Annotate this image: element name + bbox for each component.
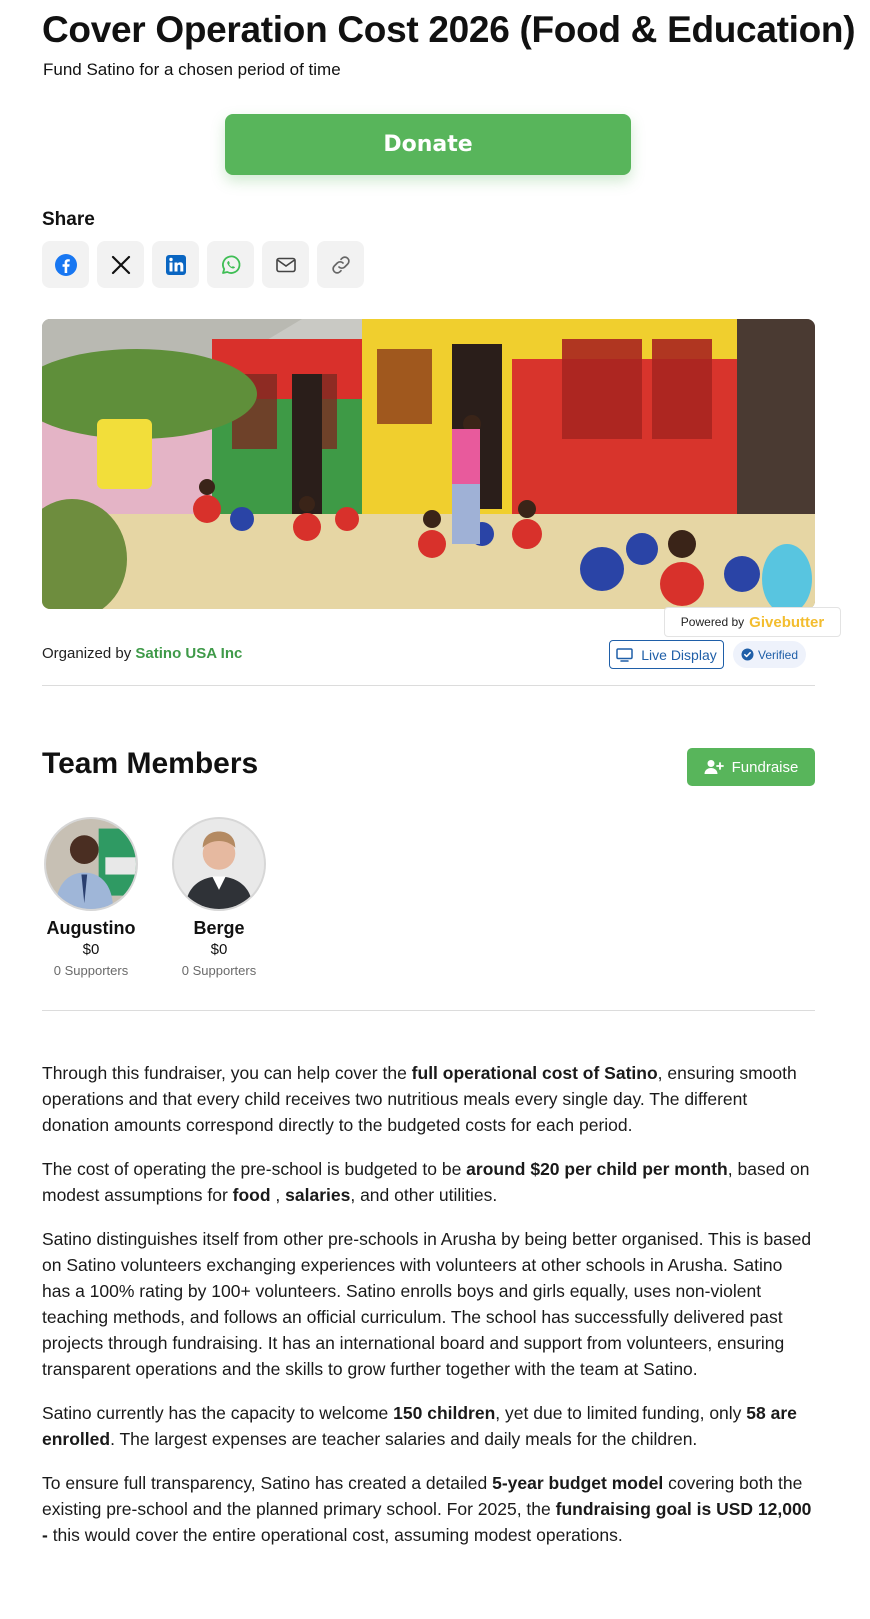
verified-badge [733,641,806,668]
team-member-card[interactable] [27,817,155,982]
campaign-cover-photo [42,319,815,609]
story-paragraph: Satino distinguishes itself from other pre-schools in Arusha by being better organised. This is based on Satino volunteers exchanging experiences with volunteers at other schools in Arusha. Satino has a 100% rating by 100+ volunteers. Satino enrolls boys and girls equally, uses non-violent teaching methods, and follows an official curriculum. The school has successfully delivered past projects through fundraising. It has an international board and support from volunteers, ensuring transparent operations and the skills to grow further together with the team at Satino. [42,1229,812,1379]
facebook-icon [54,253,78,277]
story-text: Through this fundraiser, you can help cover the [42,1063,412,1083]
givebutter-logo: Givebutter [749,613,825,631]
organized-by-label: Organized by [42,645,132,662]
share-email-button[interactable] [262,241,309,288]
story-emphasis: 58 are enrolled [42,1403,797,1449]
member-name: Berge [193,918,245,938]
powered-by-givebutter[interactable] [664,607,841,637]
story-text: covering both the existing pre-school and the planned primary school. For 2025, the [42,1473,803,1519]
story-emphasis: fundraising goal is USD 12,000 - [42,1499,812,1545]
fundraise-label: Fundraise [731,758,799,776]
x-icon [109,253,133,277]
story-emphasis: food [232,1185,271,1205]
story-text: , and other utilities. [350,1185,498,1205]
organizer-link[interactable]: Satino USA Inc [135,645,243,662]
story-text: Satino currently has the capacity to welcome [42,1403,394,1423]
member-supporters: 0 Supporters [181,963,257,978]
share-copy-link-button[interactable] [317,241,364,288]
story-text: this would cover the entire operational cost, assuming modest operations. [47,1525,623,1545]
story-paragraph [42,1060,815,1138]
email-icon [274,253,298,277]
campaign-story [42,1060,815,1566]
campaign-subtitle: Fund Satino for a chosen period of time [43,60,341,79]
team-members-title: Team Members [42,747,259,780]
live-display-label: Live Display [641,646,717,663]
member-amount: $0 [82,941,100,958]
avatar [44,817,138,911]
story-text: The cost of operating the pre-school is budgeted to be [42,1159,467,1179]
story-emphasis: 150 children [393,1403,496,1423]
section-divider [42,1010,815,1011]
story-text: , yet due to limited funding, only [495,1403,747,1423]
whatsapp-icon [219,253,243,277]
share-linkedin-button[interactable] [152,241,199,288]
donate-button[interactable]: Donate [225,114,631,175]
monitor-icon [616,648,633,662]
avatar [172,817,266,911]
share-facebook-button[interactable] [42,241,89,288]
powered-by-label: Powered by [680,615,745,629]
add-user-icon [704,759,724,775]
live-display-button[interactable] [609,640,724,669]
member-name: Augustino [46,918,136,938]
verified-label: Verified [757,647,799,662]
fundraise-button[interactable] [687,748,815,786]
share-x-button[interactable] [97,241,144,288]
share-whatsapp-button[interactable] [207,241,254,288]
story-text: , [270,1185,286,1205]
story-paragraph [42,1156,815,1208]
story-emphasis: salaries [285,1185,351,1205]
link-icon [329,253,353,277]
story-text: , based on modest assumptions for [42,1159,810,1205]
section-divider [42,685,815,686]
story-emphasis: 5-year budget model [492,1473,664,1493]
story-paragraph [42,1470,815,1548]
share-buttons [42,241,364,288]
team-member-card[interactable] [155,817,283,982]
linkedin-icon [164,253,188,277]
story-text: , ensuring smooth operations and that every child receives two nutritious meals every single day. The different donation amounts correspond directly to the budgeted costs for each period. [42,1063,797,1135]
story-text: To ensure full transparency, Satino has created a detailed [42,1473,493,1493]
story-emphasis: full operational cost of Satino [411,1063,658,1083]
story-text: . The largest expenses are teacher salaries and daily meals for the children. [110,1429,698,1449]
organizer-info [42,645,242,662]
member-amount: $0 [210,941,228,958]
campaign-title: Cover Operation Cost 2026 (Food & Education) [42,9,856,50]
story-emphasis: around $20 per child per month [466,1159,728,1179]
verified-check-icon [741,648,754,661]
share-label: Share [42,209,95,230]
story-paragraph [42,1400,815,1452]
member-supporters: 0 Supporters [53,963,129,978]
